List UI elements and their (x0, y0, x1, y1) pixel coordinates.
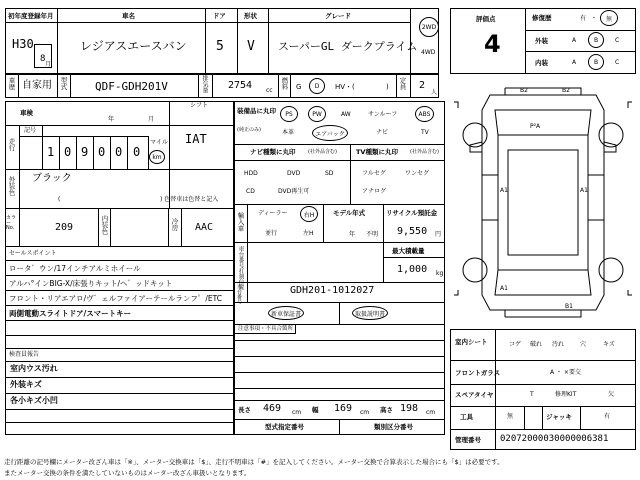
int-b: B (588, 54, 604, 70)
mileage-digit-4: 0 (98, 145, 106, 159)
spare-kit: 修理KIT (555, 391, 577, 398)
type-no-label: 型式指定番号 (265, 423, 304, 431)
mileage-unit-mile: マイル (150, 139, 168, 146)
jack-value: 有 (604, 413, 611, 420)
max-load-value: 1,000 (397, 264, 428, 275)
exterior-note-open: ( (58, 196, 61, 203)
grade-value: スーパーGL ダークプライム (278, 40, 418, 53)
repair-yes: 有 (580, 15, 587, 22)
jack-label: ジャッキ (546, 413, 572, 421)
tv-oneseg: ワンセグ (405, 170, 430, 177)
model-value: QDF-GDH201V (95, 80, 168, 93)
room-koge: コゲ (509, 341, 522, 348)
fuel-g: G (296, 83, 302, 91)
int-a: A (572, 59, 577, 66)
interior-grade-label: 内装 (535, 59, 548, 67)
car-name-value: レジアスエースバン (80, 39, 187, 53)
room-yabure: 破れ (530, 341, 543, 348)
height-unit: cm (426, 409, 436, 416)
spare-tire-label: スペアタイヤ (455, 391, 494, 399)
frame-position-label: 車台番号打刻位置 (237, 246, 244, 290)
mileage-digit-2: 0 (64, 145, 72, 159)
usage-label: 車歴 (7, 77, 16, 90)
inspector-line-1: 室内ウス汚れ (10, 364, 58, 373)
ac-value: AAC (195, 222, 214, 233)
width-label: 幅 (312, 406, 319, 414)
diagram-label-b2-right: B2 (562, 87, 570, 94)
disp-unit: cc (266, 87, 273, 94)
frame-value: GDH201-1012027 (290, 285, 375, 296)
car-name-label: 車名 (122, 12, 135, 20)
drive-4wd: 4WD (421, 49, 436, 56)
navi-label: ナビ種類に丸印 (250, 148, 296, 156)
inspection-label: 車検 (20, 109, 33, 117)
color-no-value: 209 (55, 222, 74, 233)
sales-points-label: セールスポイント (9, 250, 57, 257)
diagram-label-a1-right: A1 (580, 187, 588, 194)
sales-point-1: ロータ゛ウン/17インチアルミホイール (9, 264, 141, 273)
reg-month-value: 8 (40, 54, 46, 64)
tv-analog: アナログ (362, 188, 387, 195)
navi-cd: CD (246, 188, 255, 195)
room-yogore: 汚れ (552, 341, 565, 348)
tv-note: (社外品含む) (410, 149, 439, 155)
import-dealer: ディーラー (258, 210, 288, 217)
diagram-label-p2a: P²A (530, 123, 541, 130)
import-left-h: 左H (303, 230, 314, 237)
capacity-label: 定員 (398, 77, 407, 90)
digit-label: 記号 (24, 127, 37, 134)
footer-line-1: 走行距離の記号欄にメーター改ざん車は「※」、メーター交換車は「$」、走行不明車は「#」を記入してください。メーター交換で合算表示した場合にも「$」は必要です。 (4, 458, 504, 466)
room-seat-label: 室内シート (455, 338, 488, 346)
sales-point-3: フロント・リアエアロ/ヴ゛ェルファイアーテールランフ゜/ETC (9, 294, 223, 303)
inspection-month: 月 (148, 116, 155, 123)
inspector-line-3: 各小キズ小凹 (10, 396, 58, 405)
doors-label: ドア (213, 12, 226, 20)
drive-2wd: 2WD (419, 17, 439, 37)
room-kizu: キズ (603, 341, 615, 348)
equip-navi: ナビ (376, 129, 389, 136)
navi-dvd-play: DVD再生可 (278, 188, 310, 195)
mileage-digit-1: 1 (47, 145, 55, 159)
equip-pw: PW (308, 106, 326, 122)
rating-value: 4 (484, 30, 501, 58)
mileage-digit-3: 9 (81, 145, 89, 159)
tv-fullseg: フルセグ (362, 170, 386, 177)
mileage-digit-5: 0 (115, 145, 123, 159)
manage-no-label: 管理番号 (455, 436, 481, 444)
fuel-hv: HV・( (335, 83, 355, 91)
grade-label: グレード (325, 12, 351, 20)
model-label: 型式 (59, 77, 68, 90)
front-glass-label: フロントガラス (455, 369, 501, 377)
inspection-year: 年 (108, 116, 115, 123)
navi-sd: SD (325, 170, 334, 177)
shift-label: シフト (190, 102, 209, 109)
equipment-sub: (純正のみ) (237, 127, 261, 133)
height-label: 高さ (380, 406, 393, 414)
front-glass-value: A ・ ×要交 (550, 369, 581, 376)
reg-year-label: 初年度登録年月 (8, 12, 54, 20)
recycle-unit: 円 (435, 231, 442, 238)
equip-abs: ABS (415, 106, 434, 122)
tv-label: TV種類に丸印 (356, 148, 398, 156)
width-unit: cm (360, 409, 370, 416)
manual: 取扱説明書 (352, 306, 388, 320)
room-ana: 穴 (580, 341, 587, 348)
mileage-digit-6: 0 (133, 145, 141, 159)
diagram-label-a1-left: A1 (500, 187, 508, 194)
model-year-label: モデル年式 (333, 209, 366, 217)
doors-value: 5 (216, 39, 224, 54)
width-value: 169 (334, 403, 353, 414)
diagram-label-b1: B1 (565, 303, 573, 310)
shape-label: 形状 (244, 12, 257, 20)
shift-value: IAT (185, 132, 207, 146)
car-diagram (450, 80, 636, 320)
disp-label: 排気量 (201, 75, 208, 93)
import-parallel: 並行 (265, 230, 278, 237)
inspector-line-2: 外装キズ (10, 380, 42, 389)
disp-value: 2754 (228, 80, 253, 91)
max-load-label: 最大積載量 (392, 247, 425, 255)
inspector-label: 検査員報告 (9, 351, 40, 358)
model-year-unknown: 不明 (366, 231, 379, 238)
repair-dot: ・ (591, 15, 598, 22)
mileage-label: 走行 (7, 138, 16, 151)
equip-sunroof: サンルーフ (368, 111, 398, 118)
spare-missing: 欠 (608, 391, 615, 398)
fuel-paren: ) (386, 83, 389, 91)
repair-label: 修復歴 (532, 14, 552, 22)
ext-a: A (572, 37, 577, 44)
exterior-note-close: ) 色替車は色替と記入 (160, 196, 219, 203)
equip-aw: AW (341, 111, 351, 118)
equip-ps: PS (280, 106, 298, 122)
diagram-label-b2-left: B2 (520, 87, 528, 94)
usage-value: 自家用 (22, 80, 52, 91)
rating-label: 評価点 (476, 15, 496, 23)
equip-leather: 本革 (282, 129, 295, 136)
reg-year-value: H30 (12, 37, 34, 51)
import-label: 輸入車 (236, 212, 245, 232)
navi-hdd: HDD (244, 170, 258, 177)
sales-point-2: アルハ°インBIG-X/床張りキット/ヘ゛ッドキット (9, 279, 173, 288)
max-load-unit: kg (436, 270, 444, 277)
interior-color-label: 内装色 (100, 215, 109, 235)
ext-b: B (588, 32, 604, 48)
reg-month-unit: 月 (45, 61, 52, 68)
shape-value: V (247, 39, 255, 54)
int-c: C (615, 59, 620, 66)
color-no-label: カラーNo. (6, 215, 17, 231)
tools-value: 無 (507, 413, 514, 420)
ac-label: 冷房 (170, 218, 179, 231)
repair-no: 無 (600, 10, 618, 26)
tools-label: 工具 (460, 413, 473, 421)
navi-note: (社外品含む) (308, 149, 337, 155)
sales-point-4: 両側電動スライトドア/スマートキー (9, 309, 132, 318)
navi-dvd: DVD (287, 170, 301, 177)
spare-t: T (530, 391, 534, 398)
capacity-unit: 人 (431, 89, 438, 96)
length-unit: cm (292, 409, 302, 416)
import-right-h: 右H (300, 206, 318, 222)
notes-label: 注意事項・不具合箇所 (238, 326, 294, 332)
exterior-grade-label: 外装 (535, 37, 548, 45)
manage-no-value: 02072000030000006381 (500, 434, 609, 444)
footer-line-2: またメーター交換の条件を満たしていないものはメーター改ざん車扱いとなります。 (4, 469, 251, 477)
height-value: 198 (400, 403, 419, 414)
equip-tv: TV (421, 129, 429, 136)
diagram-label-a1-rear: A1 (500, 285, 508, 292)
ext-c: C (615, 37, 620, 44)
equip-airbag: エアバック (312, 125, 348, 141)
exterior-label: 外装色 (7, 176, 16, 196)
length-value: 469 (263, 403, 282, 414)
equipment-label: 装備品に丸印 (237, 107, 276, 115)
recycle-value: 9,550 (397, 226, 428, 237)
frame-label: 車台番号 (236, 284, 242, 304)
exterior-color-value: ブラック (32, 173, 72, 184)
length-label: 長さ (238, 406, 251, 414)
fuel-label: 燃料 (280, 77, 289, 90)
class-no-label: 類別区分番号 (374, 423, 413, 431)
fuel-d: D (309, 78, 325, 94)
recycle-label: リサイクル預託金 (386, 209, 438, 217)
model-year-year: 年 (349, 231, 356, 238)
new-car-warranty: 新車保証書 (268, 306, 304, 320)
mileage-unit-km: km (149, 150, 165, 164)
capacity-value: 2 (419, 80, 426, 91)
